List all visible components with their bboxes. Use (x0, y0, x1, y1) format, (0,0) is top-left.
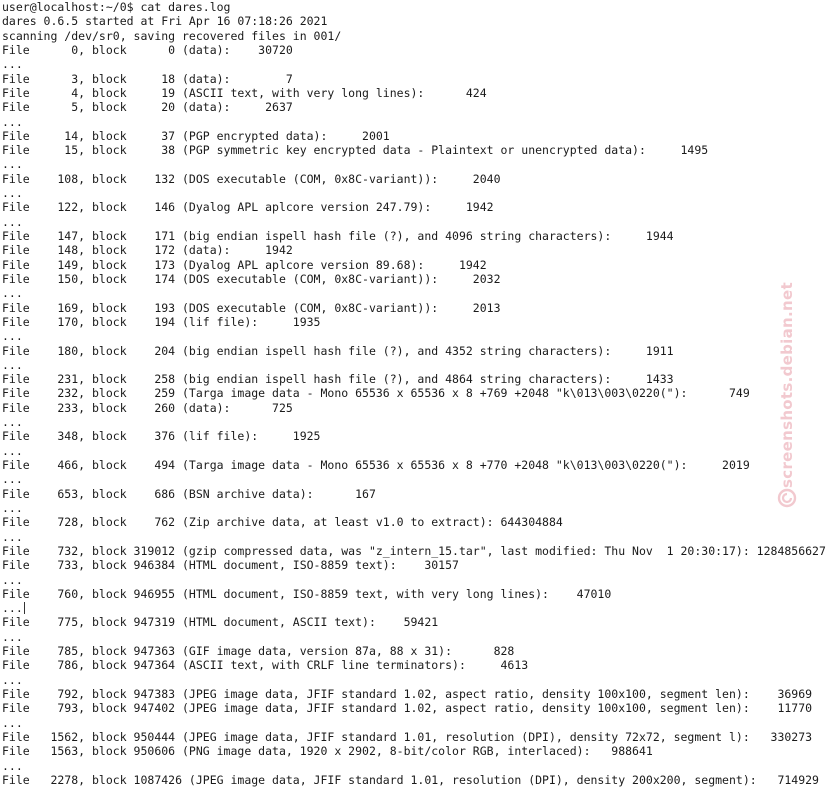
log-line: File 786, block 947364 (ASCII text, with CRLF line terminators): 4613 (2, 658, 529, 673)
log-line: File 3, block 18 (data): 7 (2, 71, 293, 86)
log-line: File 1563, block 950606 (PNG image data, 1920 x 2902, 8-bit/color RGB, interlaced): 988641 (2, 744, 653, 759)
log-line: File 732, block 319012 (gzip compressed data, was "z_intern_15.tar", last modified: Thu Nov 1 20:30:17): 1284856627 (2, 543, 826, 558)
log-line: File 170, block 194 (lif file): 1935 (2, 314, 321, 329)
log-line: File 232, block 259 (Targa image data - Mono 65536 x 65536 x 8 +769 +2048 "k\013\003\0220("): 749 (2, 386, 750, 401)
log-line: File 785, block 947363 (GIF image data, version 87a, 88 x 31): 828 (2, 644, 515, 659)
log-line: ... (2, 629, 23, 644)
log-line: File 792, block 947383 (JPEG image data, JFIF standard 1.02, aspect ratio, density 100x100, segment len): 36969 (2, 687, 813, 701)
debian-swirl-icon (777, 488, 797, 508)
log-line: File 15, block 38 (PGP symmetric key encrypted data - Plaintext or unencrypted data): 1495 (2, 143, 709, 158)
log-line: File 148, block 172 (data): 1942 (2, 243, 293, 258)
log-line: ... (2, 186, 23, 201)
log-line: File 728, block 762 (Zip archive data, at least v1.0 to extract): 644304884 (2, 515, 563, 530)
log-line: File 231, block 258 (big endian ispell hash file (?), and 4864 string characters): 1433 (2, 372, 674, 387)
prompt-line: user@localhost:~/0$ cat dares.log (2, 0, 231, 14)
log-line: File 466, block 494 (Targa image data - Mono 65536 x 65536 x 8 +770 +2048 "k\013\003\0220("): 2019 (2, 458, 750, 472)
log-line: File 653, block 686 (BSN archive data): 167 (2, 486, 376, 501)
watermark (776, 270, 798, 520)
log-line: ... (2, 472, 23, 487)
log-line: File 348, block 376 (lif file): 1925 (2, 429, 321, 444)
log-line: File 149, block 173 (Dyalog APL aplcore version 89.68): 1942 (2, 257, 487, 272)
text-cursor (24, 602, 25, 614)
log-line: File 2278, block 1087426 (JPEG image data, JFIF standard 1.01, resolution (DPI), density 200x200, segment): 714929 (2, 772, 819, 787)
log-line: ... (2, 500, 23, 515)
log-line: ... (2, 443, 23, 458)
log-line: File 169, block 193 (DOS executable (COM, 0x8C-variant)): 2013 (2, 300, 501, 315)
log-line: File 760, block 946955 (HTML document, ISO-8859 text, with very long lines): 47010 (2, 586, 612, 601)
log-line: File 1562, block 950444 (JPEG image data, JFIF standard 1.01, resolution (DPI), density 72x72, segment l): 330273 (2, 729, 813, 744)
log-line: ... (2, 329, 23, 344)
log-line: File 733, block 946384 (HTML document, ISO-8859 text): 30157 (2, 558, 459, 573)
log-line: ... (2, 214, 23, 229)
log-line: ... (2, 157, 23, 172)
log-line: dares 0.6.5 started at Fri Apr 16 07:18:26 2021 (2, 14, 328, 29)
log-line: File 5, block 20 (data): 2637 (2, 100, 293, 115)
log-line: File 150, block 174 (DOS executable (COM, 0x8C-variant)): 2032 (2, 271, 501, 286)
log-line: File 233, block 260 (data): 725 (2, 400, 293, 415)
log-line: ... (2, 286, 23, 301)
log-line: ... (2, 572, 23, 587)
log-line: File 147, block 171 (big endian ispell hash file (?), and 4096 string characters): 1944 (2, 229, 674, 243)
terminal-output[interactable] (2, 0, 826, 787)
log-line: File 793, block 947402 (JPEG image data, JFIF standard 1.02, aspect ratio, density 100x100, segment len): 11770 (2, 701, 813, 716)
log-line: ... (2, 529, 23, 544)
log-line: ... (2, 114, 23, 129)
log-line: ... (2, 57, 23, 72)
log-line: ... (2, 715, 23, 730)
log-line: ... (2, 415, 23, 430)
log-line: ... (2, 672, 23, 687)
watermark-text: screenshots.debian.net (778, 282, 796, 488)
log-line: scanning /dev/sr0, saving recovered files in 001/ (2, 28, 342, 43)
log-line: ... (2, 758, 23, 773)
log-line: File 4, block 19 (ASCII text, with very long lines): 424 (2, 85, 487, 100)
log-line: File 775, block 947319 (HTML document, ASCII text): 59421 (2, 615, 439, 630)
log-line: File 180, block 204 (big endian ispell hash file (?), and 4352 string characters): 1911 (2, 343, 674, 358)
log-line: File 108, block 132 (DOS executable (COM, 0x8C-variant)): 2040 (2, 171, 501, 186)
log-line: ... (2, 357, 23, 372)
log-line: File 0, block 0 (data): 30720 (2, 42, 293, 57)
log-line: File 122, block 146 (Dyalog APL aplcore version 247.79): 1942 (2, 200, 494, 215)
log-line: ... (2, 601, 23, 616)
log-line: File 14, block 37 (PGP encrypted data): 2001 (2, 128, 390, 143)
